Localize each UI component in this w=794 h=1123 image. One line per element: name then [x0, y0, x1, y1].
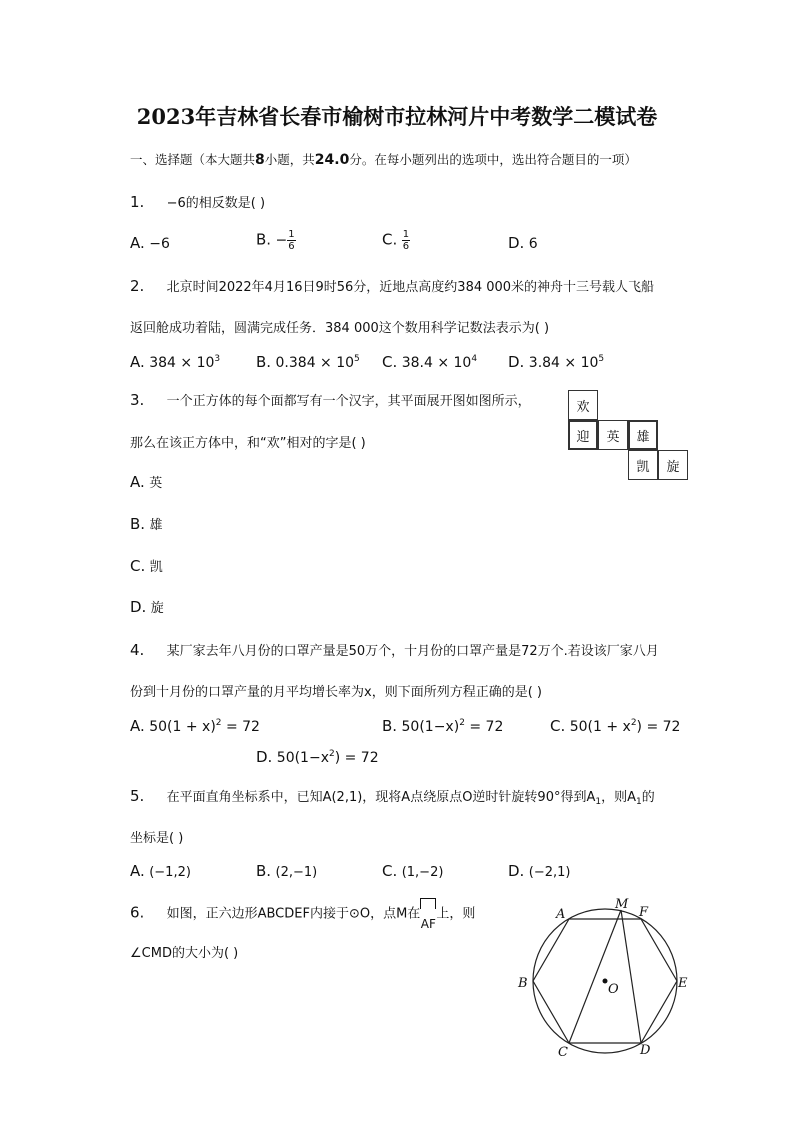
q1-text: −6的相反数是( ): [166, 196, 266, 211]
option-value: 英: [149, 476, 163, 491]
option-label: A.: [130, 473, 145, 491]
q2-line1: 北京时间2022年4月16日9时56分，近地点高度约384 000米的神舟十三号载人飞船: [166, 280, 655, 295]
fraction: [287, 229, 295, 252]
option-value: −6: [149, 236, 170, 252]
option-value: = 72: [464, 719, 504, 735]
section-count: 8: [255, 152, 265, 168]
q2-number: 2.: [130, 277, 145, 295]
fraction: [402, 229, 410, 252]
option-value: 50(1 + x): [149, 719, 216, 735]
exponent: 2: [215, 718, 222, 728]
option-value: 50(1−x): [401, 719, 460, 735]
q6-line1-a: 如图，正六边形ABCDEF内接于⊙O，点M在: [166, 906, 421, 922]
q3-option-b[interactable]: [130, 514, 163, 533]
question-1: [130, 192, 265, 211]
fraction-denominator: 6: [288, 241, 295, 252]
q6-line2: ∠CMD的大小为( ): [130, 946, 239, 961]
q2-option-c[interactable]: [382, 353, 477, 371]
option-label: A.: [130, 234, 145, 252]
option-label: B.: [256, 862, 272, 880]
option-label: C.: [130, 557, 146, 575]
option-value: = 72: [221, 719, 260, 735]
arc-label: AF: [420, 917, 436, 931]
q1-option-b[interactable]: [256, 229, 296, 252]
exponent: 5: [354, 354, 360, 364]
option-value: (−1,2): [149, 865, 191, 880]
option-label: B.: [130, 515, 146, 533]
segment-mc: [569, 910, 621, 1043]
exponent: 3: [214, 354, 221, 364]
page-title: 2023年吉林省长春市榆树市拉林河片中考数学二模试卷: [136, 104, 658, 129]
q5-line1-b: ，则A: [601, 790, 637, 805]
label-a: A: [556, 907, 566, 922]
q3-line1: 一个正方体的每个面都写有一个汉字，其平面展开图如图所示，: [166, 394, 531, 409]
net-cell: 迎: [568, 420, 598, 450]
q3-option-d[interactable]: [130, 597, 164, 616]
option-label: B.: [256, 353, 272, 371]
q3-option-c[interactable]: [130, 556, 163, 575]
q2-option-a[interactable]: [130, 353, 220, 371]
label-c: C: [558, 1045, 568, 1060]
option-value: (1,−2): [401, 865, 444, 880]
q1-option-a[interactable]: [130, 234, 170, 252]
label-b: B: [518, 976, 528, 991]
option-value: 凯: [149, 560, 163, 575]
section-middle: 小题，共: [264, 152, 315, 167]
question-3: [130, 390, 531, 409]
option-label: A.: [130, 862, 145, 880]
q1-option-c[interactable]: [382, 229, 410, 252]
q5-line1-a: 在平面直角坐标系中，已知A(2,1)，现将A点绕原点O逆时针旋转90°得到A: [166, 790, 596, 805]
option-label: C.: [550, 717, 566, 735]
section-prefix: 一、选择题（本大题共: [130, 152, 256, 167]
option-label: D.: [256, 748, 273, 766]
net-cell: 雄: [628, 420, 658, 450]
q5-line1-c: 的: [641, 790, 655, 805]
q2-option-b[interactable]: [256, 353, 360, 371]
option-sign: −: [275, 232, 288, 249]
option-value: ) = 72: [636, 719, 681, 735]
question-5: [130, 786, 655, 807]
q5-option-b[interactable]: [256, 862, 317, 880]
net-cell: 旋: [658, 450, 688, 480]
option-label: C.: [382, 230, 398, 249]
section-suffix: 分。在每小题列出的选项中，选出符合题目的一项）: [349, 152, 637, 167]
label-e: E: [678, 976, 688, 991]
q5-line2: 坐标是( ): [130, 831, 184, 846]
section-header: [130, 150, 637, 168]
q1-option-d[interactable]: [508, 234, 538, 252]
subscript: 1: [636, 797, 642, 807]
option-label: B.: [256, 230, 272, 249]
exponent: 2: [630, 718, 637, 728]
option-value: 0.384 × 10: [275, 355, 355, 371]
option-label: D.: [508, 862, 525, 880]
option-value: 50(1−x: [276, 750, 329, 766]
q3-line2: 那么在该正方体中，和“欢”相对的字是( ): [130, 436, 366, 451]
option-label: D.: [508, 234, 525, 252]
option-value: 384 × 10: [149, 355, 215, 371]
net-cell: 欢: [568, 390, 598, 420]
arc-icon: [420, 898, 436, 909]
fraction-numerator: 1: [402, 229, 410, 240]
option-value: 旋: [150, 601, 164, 616]
q4-option-b[interactable]: [382, 717, 503, 735]
option-value: 3.84 × 10: [528, 355, 599, 371]
exponent: 5: [598, 354, 605, 364]
q2-line2: 返回舱成功着陆，圆满完成任务．384 000这个数用科学记数法表示为( ): [130, 321, 550, 336]
q5-option-d[interactable]: [508, 862, 571, 880]
option-value: 50(1 + x: [569, 719, 631, 735]
option-value: (−2,1): [528, 865, 571, 880]
q4-line1: 某厂家去年八月份的口罩产量是50万个，十月份的口罩产量是72万个.若设该厂家八月: [166, 644, 659, 659]
label-f: F: [639, 905, 649, 920]
exponent: 2: [328, 749, 335, 759]
q4-option-d[interactable]: [256, 748, 379, 766]
label-o: O: [608, 982, 619, 997]
label-m: M: [615, 897, 629, 912]
option-value: 6: [528, 236, 538, 252]
section-score: 24.0: [314, 152, 350, 168]
q5-number: 5.: [130, 787, 145, 805]
q3-option-a[interactable]: [130, 472, 162, 491]
q6-number: 6.: [130, 903, 145, 922]
option-value: 38.4 × 10: [401, 355, 472, 371]
q5-option-a[interactable]: [130, 862, 191, 880]
question-2: [130, 276, 654, 295]
fraction-denominator: 6: [402, 241, 410, 252]
segment-md: [621, 910, 641, 1043]
question-4: [130, 640, 659, 659]
option-label: A.: [130, 353, 145, 371]
option-label: D.: [130, 598, 147, 616]
q1-number: 1.: [130, 193, 145, 211]
question-6: [130, 898, 475, 930]
net-cell: 英: [598, 420, 628, 450]
q2-option-d[interactable]: [508, 353, 604, 371]
subscript: 1: [595, 797, 602, 807]
net-cell: 凯: [628, 450, 658, 480]
exponent: 2: [459, 718, 465, 728]
q3-number: 3.: [130, 391, 145, 409]
hexagon-circle-figure: [510, 895, 700, 1060]
q5-option-c[interactable]: [382, 862, 443, 880]
option-label: C.: [382, 353, 398, 371]
exponent: 4: [471, 354, 478, 364]
option-value: 雄: [149, 518, 163, 533]
center-point: [603, 979, 608, 984]
option-label: C.: [382, 862, 398, 880]
option-label: A.: [130, 717, 145, 735]
label-d: D: [640, 1043, 651, 1058]
option-value: ) = 72: [334, 750, 379, 766]
option-value: (2,−1): [275, 865, 318, 880]
q4-line2: 份到十月份的口罩产量的月平均增长率为x，则下面所列方程正确的是( ): [130, 685, 542, 700]
fraction-numerator: 1: [288, 229, 295, 240]
q4-option-c[interactable]: [550, 717, 680, 735]
option-label: B.: [382, 717, 398, 735]
arc-symbol: [420, 898, 436, 930]
q4-number: 4.: [130, 641, 145, 659]
option-label: D.: [508, 353, 525, 371]
q6-line1-b: 上，则: [436, 906, 476, 922]
q4-option-a[interactable]: [130, 717, 260, 735]
